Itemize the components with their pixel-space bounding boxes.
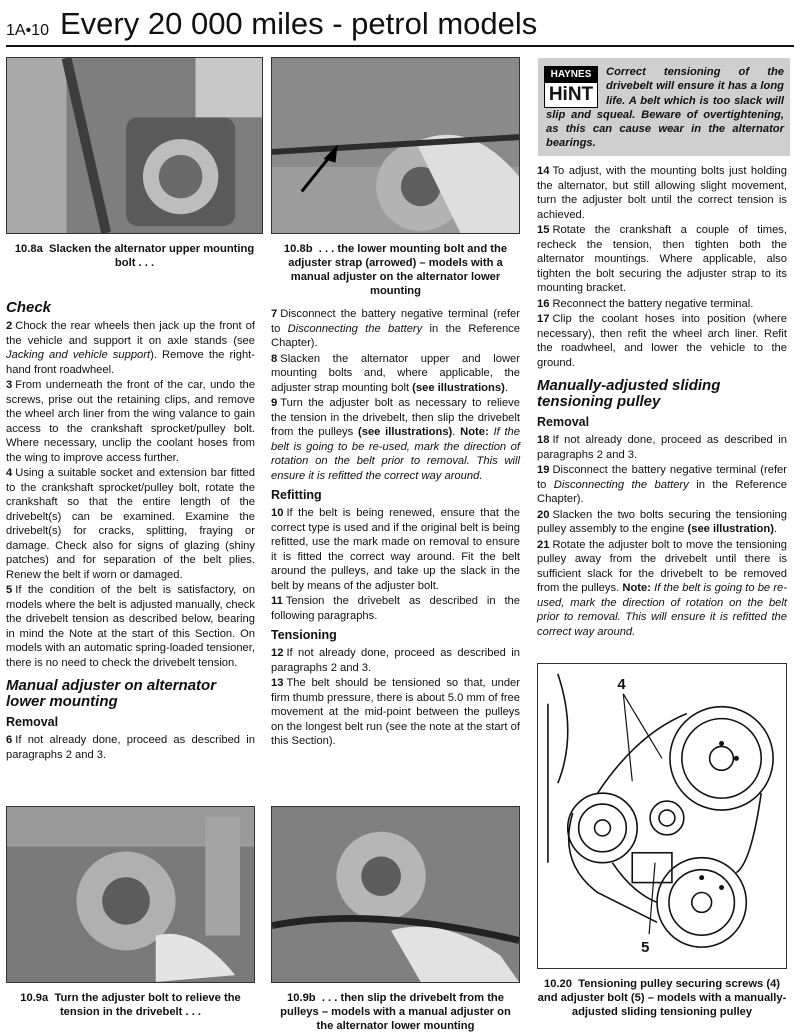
figure-caption: Slacken the alternator upper mounting bolt . . .: [49, 243, 255, 269]
logo-bottom: HiNT: [548, 84, 594, 105]
hint-indent: [546, 65, 606, 107]
logo-top: HAYNES: [545, 67, 597, 83]
figure-caption: . . . then slip the drivebelt from the pulleys – models with a manual adjuster on the alternator lower mounting: [280, 992, 511, 1032]
hint-text: Correct tensioning of the drivebelt will ensure it has a long life. A belt which is too slack will slip and squeal. Beware of overtightening, as this can cause wear in the alternator bearings.: [546, 66, 784, 150]
page-header: [6, 6, 794, 46]
haynes-hint-box: [538, 58, 790, 156]
figure-caption: . . . the lower mounting bolt and the adjuster strap (arrowed) – models with a manual adjuster on the alternator lower mounting: [288, 243, 508, 297]
caption-10-9a: [6, 991, 255, 1019]
heading-removal: Removal: [6, 715, 59, 729]
photo-10-8a: [6, 57, 263, 234]
paragraph-9: 9 Turn the adjuster bolt as necessary to relieve the tension in the drivebelt, then slip the drivebelt from the pulleys (see illustrations). Note: If the belt is going to be re-used, mark the direction of rotation on the belt prior to removal. This will ensure it is refitted the correct way around.: [271, 397, 520, 482]
column-3: [537, 164, 787, 640]
heading-sliding-pulley: Manually-adjusted sliding tensioning pulley: [537, 377, 721, 410]
paragraph-11: 11 Tension the drivebelt as described in the following paragraphs.: [271, 595, 520, 622]
heading-refitting: Refitting: [271, 488, 322, 502]
paragraph-18: 18 If not already done, proceed as described in paragraphs 2 and 3.: [537, 434, 787, 461]
figure-number: 10.8b: [283, 243, 313, 255]
paragraph-2: 2 Chock the rear wheels then jack up the front of the vehicle and support it on axle stands (see Jacking and vehicle support). Remove the right-hand front roadwheel.: [6, 320, 255, 376]
diagram-10-20: [537, 663, 787, 969]
page-number: 1A•10: [6, 22, 49, 39]
label-4: 4: [617, 676, 626, 693]
label-5: 5: [641, 940, 650, 957]
heading-manual-adjuster: Manual adjuster on alternator lower mounting: [6, 677, 217, 710]
figure-number: 10.20: [543, 978, 572, 990]
paragraph-7: 7 Disconnect the battery negative terminal (refer to Disconnecting the battery in the Reference Chapter).: [271, 308, 520, 349]
paragraph-10: 10 If the belt is being renewed, ensure that the correct type is used and if the original belt is being refitted, use the mark made on removal to ensure it is fitted the correct way around. Fit the belt around the pulleys, and take up the slack in the belt by means of the adjuster bolt.: [271, 507, 520, 592]
paragraph-20: 20 Slacken the two bolts securing the tensioning pulley assembly to the engine (see illustration).: [537, 508, 787, 535]
paragraph-16: 16 Reconnect the battery negative terminal.: [537, 297, 754, 310]
paragraph-12: 12 If not already done, proceed as described in paragraphs 2 and 3.: [271, 647, 520, 674]
caption-10-20: [537, 977, 787, 1019]
heading-removal: Removal: [537, 415, 590, 429]
page-title: Every 20 000 miles - petrol models: [60, 6, 538, 41]
hint-text-block: [546, 65, 784, 151]
paragraph-4: 4 Using a suitable socket and extension bar fitted to the crankshaft sprocket/pulley bolt, rotate the crankshaft so that the entire length of the drivebelt(s) can be examined. Examine the drivebelt(s) for cracks, splitting, fraying or damage. Check also for signs of glazing (shiny patches) and for separation of the belt plies. Renew the belt if worn or damaged.: [6, 467, 255, 581]
photo-10-9a: [6, 806, 255, 983]
paragraph-17: 17 Clip the coolant hoses into position (where necessary), then refit the wheel arch liner. Refit the roadwheel, and lower the vehicle to the ground.: [537, 313, 787, 369]
heading-check: Check: [6, 299, 52, 316]
paragraph-8: 8 Slacken the alternator upper and lower mounting bolts and, where applicable, the adjuster strap mounting bolt (see illustrations).: [271, 352, 520, 394]
paragraph-5: 5 If the condition of the belt is satisfactory, on models where the belt is adjusted manually, check the drivebelt tension as described below, bearing in mind the Note at the start of this Section. On models with an automatic spring-loaded tensioner, there is no need to check the drivebelt tension.: [6, 584, 255, 669]
paragraph-13: 13 The belt should be tensioned so that, under firm thumb pressure, there is about 5.0 mm of free movement at the mid-point between the pulleys on the longest belt run (see the note at the start of this Section).: [271, 677, 520, 747]
column-2: [271, 307, 520, 750]
caption-10-8b: [271, 242, 520, 298]
caption-10-8a: [10, 242, 259, 270]
paragraph-3: 3 From underneath the front of the car, undo the screws, prise out the retaining clips, and remove the wheel arch liner from the wing valance to gain access to the crankshaft sprocket/pulley bolt. Where necessary, unclip the coolant hoses from the wing to improve access further.: [6, 379, 255, 464]
caption-10-9b: [271, 991, 520, 1033]
paragraph-6: 6 If not already done, proceed as described in paragraphs 2 and 3.: [6, 734, 255, 761]
figure-caption: Tensioning pulley securing screws (4) and adjuster bolt (5) – models with a manually-adjusted sliding tensioning pulley: [537, 978, 787, 1018]
figure-number: 10.8a: [14, 243, 43, 255]
paragraph-15: 15 Rotate the crankshaft a couple of times, recheck the tension, then tighten both the alternator mountings. Where applicable, also tighten the bolt securing the adjuster strap to its mounting bracket.: [537, 224, 787, 294]
figure-number: 10.9a: [20, 992, 49, 1004]
photo-10-8b: [271, 57, 520, 234]
heading-tensioning: Tensioning: [271, 628, 337, 642]
paragraph-14: 14 To adjust, with the mounting bolts just holding the alternator, but still allowing slight movement, turn the adjuster bolt until the correct tension is achieved.: [537, 165, 787, 221]
figure-caption: Turn the adjuster bolt to relieve the tension in the drivebelt . . .: [54, 992, 241, 1018]
paragraph-19: 19 Disconnect the battery negative terminal (refer to Disconnecting the battery in the Reference Chapter).: [537, 464, 787, 505]
figure-number: 10.9b: [287, 992, 316, 1004]
header-rule: [6, 45, 794, 47]
paragraph-21: 21 Rotate the adjuster bolt to move the tensioning pulley away from the drivebelt until there is sufficient slack for the drivebelt to be removed from the pulleys. Note: If the belt is going to be re-used, mark the direction of rotation on the belt prior to removal. This will ensure it is refitted the correct way around.: [537, 538, 787, 638]
photo-10-9b: [271, 806, 520, 983]
column-1: [6, 292, 255, 763]
